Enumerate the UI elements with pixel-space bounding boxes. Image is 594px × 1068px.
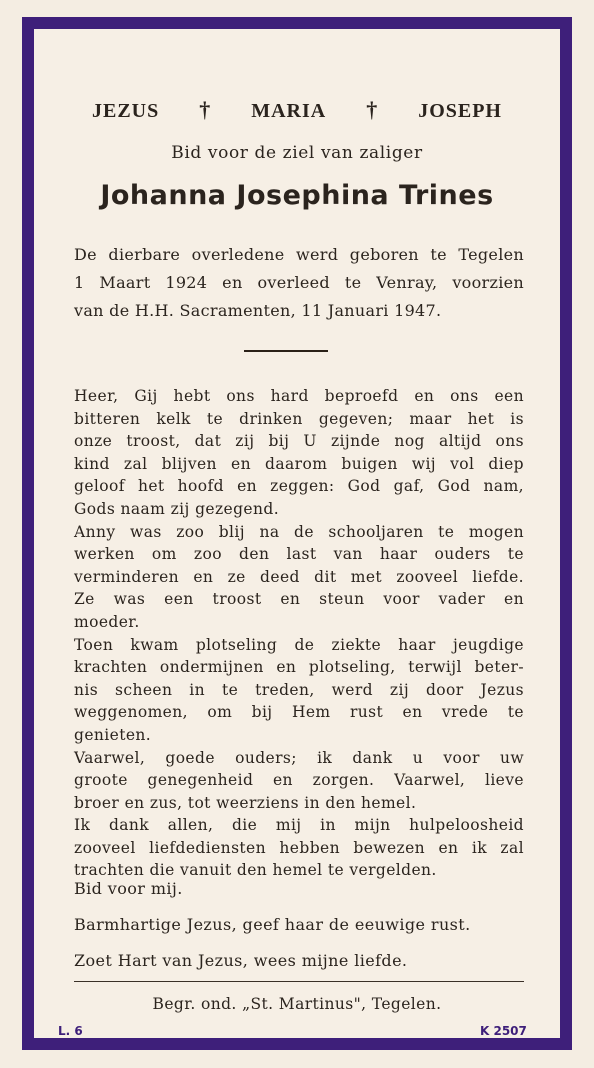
body-line: zooveel liefdediensten hebben bewezen en ik zal (74, 838, 524, 857)
body-line: weggenomen, om bij Hem rust en vrede te (74, 703, 524, 722)
closing-line: Bid voor mij. (74, 879, 183, 898)
invocation-joseph: JOSEPH (418, 100, 502, 122)
body-line: genieten. (74, 725, 152, 744)
print-code-right: K 2507 (480, 1024, 527, 1038)
body-line: broer en zus, tot weerziens in den hemel. (74, 793, 417, 812)
intro-line: van de H.H. Sacramenten, 11 Januari 1947. (74, 301, 442, 320)
cross-icon: † (366, 97, 379, 122)
body-line: nis scheen in te treden, werd zij door Jezus (74, 680, 524, 699)
printer-credit: Begr. ond. „St. Martinus", Tegelen. (152, 995, 442, 1013)
body-line: Anny was zoo blij na de schooljaren te mogen (74, 522, 524, 541)
closing-line: Zoet Hart van Jezus, wees mijne liefde. (74, 951, 408, 970)
invocation-maria: MARIA (251, 100, 327, 122)
body-line: Ik dank allen, die mij in mijn hulpeloosheid (74, 816, 524, 835)
body-line: Ze was een troost en steun voor vader en (74, 590, 524, 609)
body-text (74, 385, 524, 882)
body-line: moeder. (74, 612, 140, 631)
body-line: bitteren kelk te drinken gegeven; maar het is (74, 409, 524, 428)
card-content (34, 29, 560, 1038)
body-line: Gods naam zij gezegend. (74, 499, 280, 518)
closing-line: Barmhartige Jezus, geef haar de eeuwige rust. (74, 915, 471, 934)
prayer-line: Bid voor de ziel van zaliger (171, 143, 423, 163)
body-line: Heer, Gij hebt ons hard beproefd en ons een (74, 387, 524, 405)
body-line: verminderen en ze deed dit met zooveel liefde. (74, 567, 524, 586)
body-line: kind zal blijven en daarom buigen wij vol diep (74, 454, 524, 473)
deceased-name: Johanna Josephina Trines (100, 180, 494, 211)
body-line: geloof het hoofd en zeggen: God gaf, God nam, (74, 477, 524, 496)
body-line: onze troost, dat zij bij U zijnde nog altijd ons (74, 432, 524, 451)
short-divider (244, 350, 328, 352)
body-line: krachten ondermijnen en plotseling, terwijl beter- (74, 658, 524, 677)
cross-icon: † (199, 97, 212, 122)
body-line: groote genegenheid en zorgen. Vaarwel, lieve (74, 771, 524, 790)
invocation-jezus: JEZUS (92, 100, 160, 122)
intro-line: 1 Maart 1924 en overleed te Venray, voorzien (74, 273, 524, 292)
body-line: Toen kwam plotseling de ziekte haar jeugdige (74, 635, 524, 654)
body-line: werken om zoo den last van haar ouders te (74, 545, 524, 564)
body-line: trachten die vanuit den hemel te vergelden. (74, 861, 437, 880)
intro-line: De dierbare overledene werd geboren te Tegelen (74, 245, 524, 264)
footer-divider (74, 981, 524, 982)
invocation-line (92, 97, 502, 123)
intro-paragraph (74, 241, 524, 325)
print-code-left: L. 6 (58, 1024, 83, 1038)
body-line: Vaarwel, goede ouders; ik dank u voor uw (74, 748, 524, 767)
purple-border-frame (22, 17, 572, 1050)
